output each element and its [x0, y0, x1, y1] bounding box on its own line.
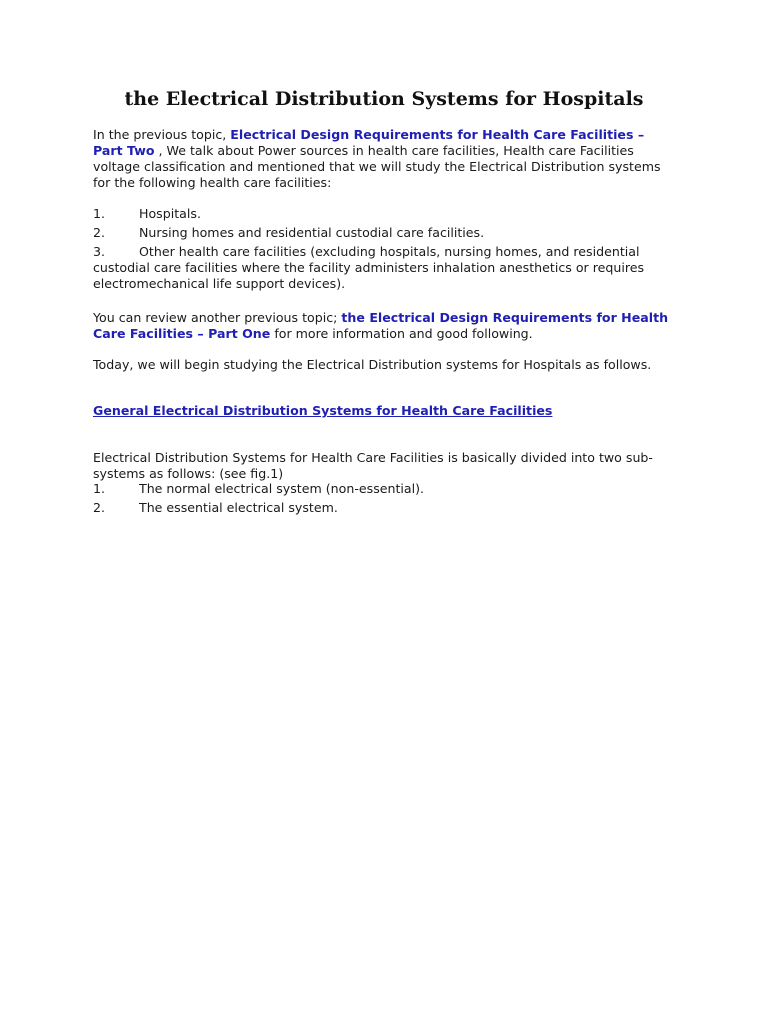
section-heading	[93, 403, 673, 419]
list-item	[93, 500, 673, 516]
review-text-before: You can review another previous topic;	[93, 310, 342, 325]
list-item-text: Hospitals.	[139, 206, 201, 221]
list-item	[93, 206, 673, 222]
list-item-text: Nursing homes and residential custodial care facilities.	[139, 225, 485, 240]
list-item-number: 3.	[93, 244, 106, 259]
page-title: the Electrical Distribution Systems for Hospitals	[124, 88, 644, 110]
section-heading-link[interactable]: General Electrical Distribution Systems for Health Care Facilities	[93, 403, 553, 418]
list-item-number: 1.	[93, 481, 106, 496]
list-item-number: 2.	[93, 225, 106, 240]
list-item-text: The essential electrical system.	[139, 500, 338, 515]
list-item	[93, 481, 673, 497]
intro-paragraph	[93, 127, 673, 191]
review-text-after: for more information and good following.	[270, 326, 533, 341]
intro-text-after: , We talk about Power sources in health care facilities, Health care Facilities voltage classification and mentioned that we will study the Electrical Distribution systems for the following health care facilities:	[93, 143, 661, 190]
list-item-number: 1.	[93, 206, 106, 221]
list-item-text: The normal electrical system (non-essential).	[139, 481, 425, 496]
intro-link-part-two[interactable]: Electrical Design Requirements for Health Care Facilities – Part Two	[93, 127, 645, 158]
intro-text-before: In the previous topic,	[93, 127, 231, 142]
review-link-part-one[interactable]: the Electrical Design Requirements for Health Care Facilities – Part One	[93, 310, 669, 341]
list-item	[93, 225, 673, 241]
division-paragraph: Electrical Distribution Systems for Health Care Facilities is basically divided into two sub-systems as follows: (see fig.1)	[93, 450, 653, 481]
list-item-number: 2.	[93, 500, 106, 515]
list-item	[93, 244, 673, 292]
review-paragraph	[93, 310, 673, 342]
today-paragraph: Today, we will begin studying the Electrical Distribution systems for Hospitals as follows.	[93, 357, 652, 372]
list-item-text: Other health care facilities (excluding hospitals, nursing homes, and residential custodial care facilities where the facility administers inhalation anesthetics or requires electromechanical life support devices).	[93, 244, 645, 291]
